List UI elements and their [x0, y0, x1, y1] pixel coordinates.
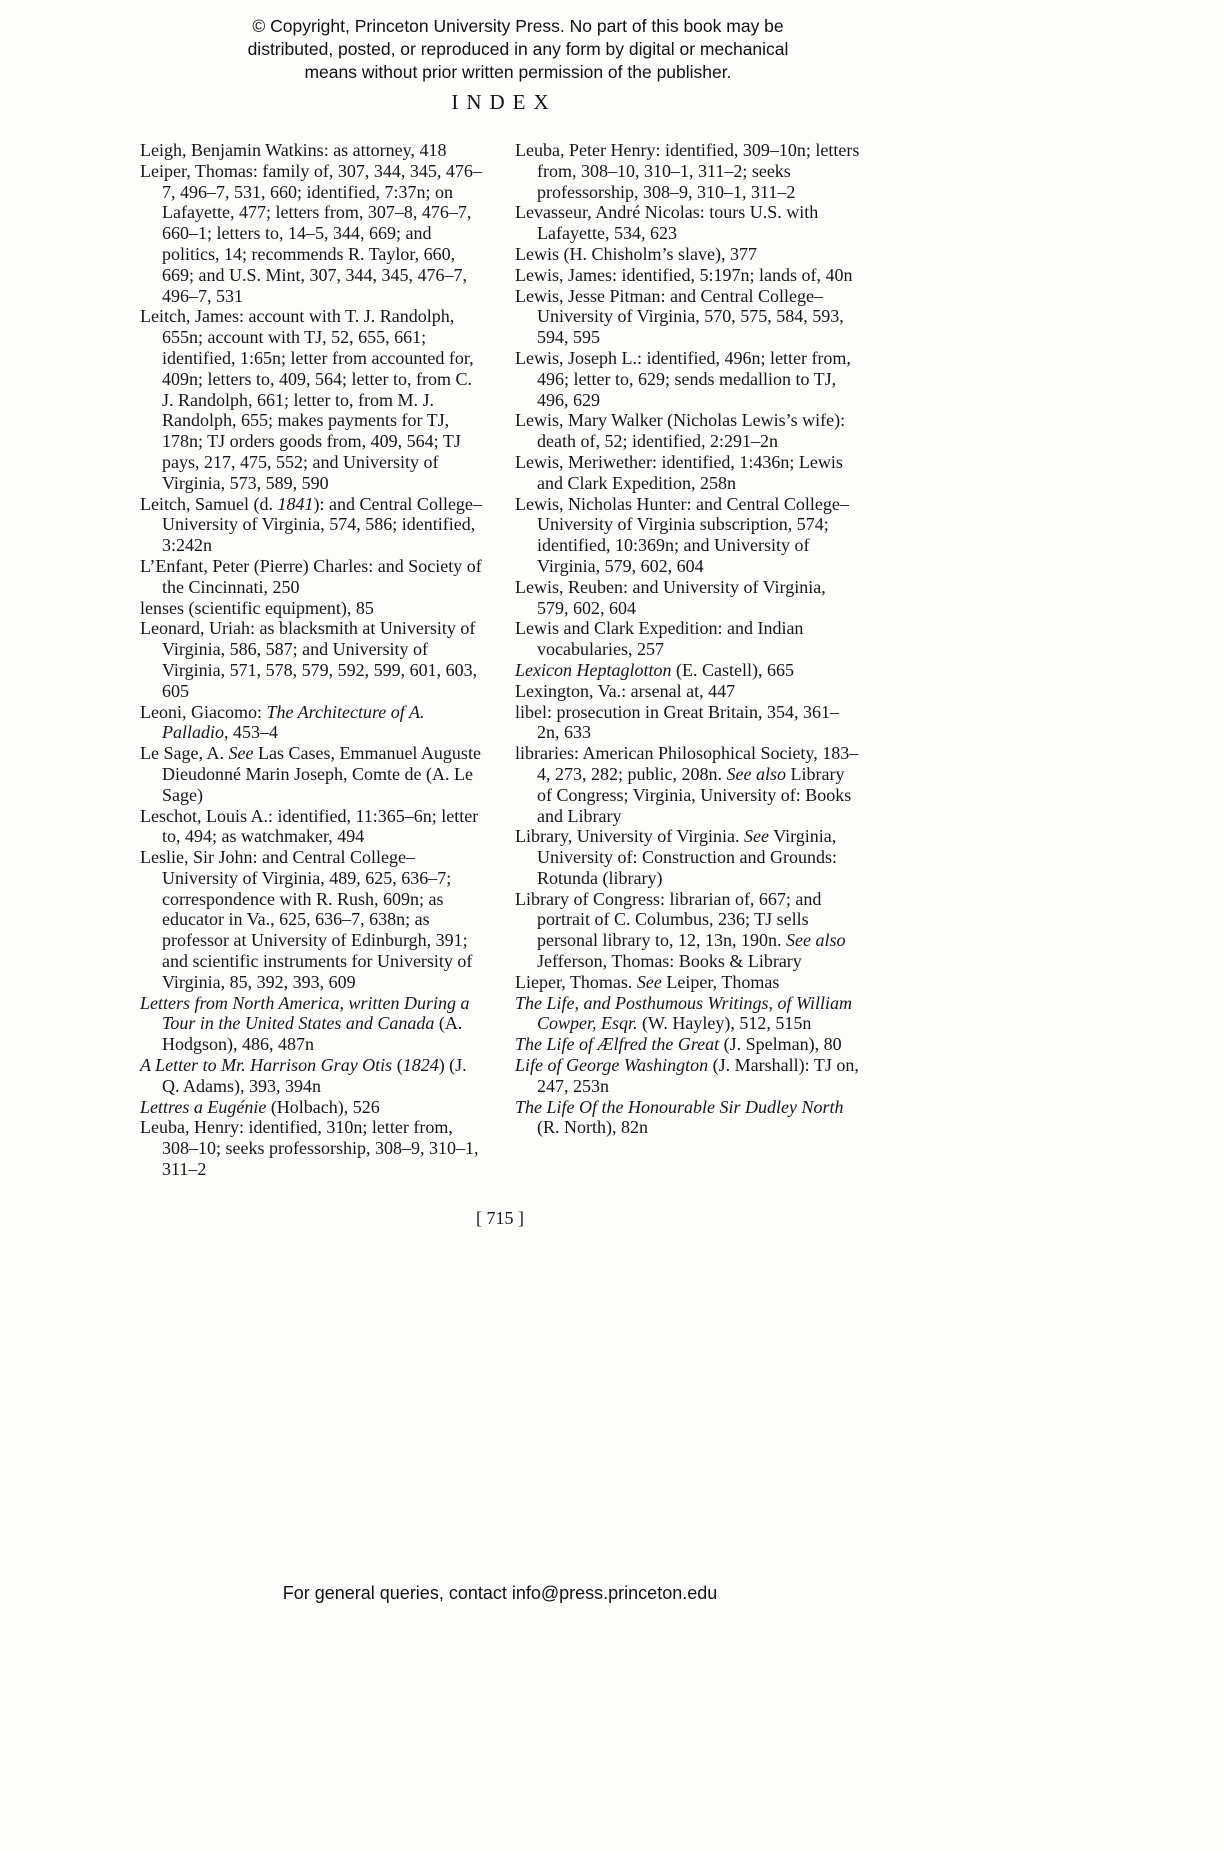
index-entry — [140, 618, 485, 701]
entry-text-segment: , 453–4 — [224, 722, 278, 743]
entry-text-segment: Leslie, Sir John: and Central College–University of Virginia, 489, 625, 636–7; correspondence with R. Rush, 609n; as educator in Va., 625, 636–7, 638n; as professor at University of Edinburgh, 391; and scientific instruments for University of Virginia, 85, 392, 393, 609 — [140, 847, 473, 992]
entry-text-segment: (J. Marshall): TJ on, 247, 253n — [537, 1055, 859, 1096]
entry-text-segment: 1841 — [277, 493, 314, 514]
entry-text-segment: Letters from North America, written During a Tour in the United States and Canada — [140, 992, 470, 1034]
entry-text-segment: 1824 — [402, 1055, 439, 1076]
index-entry — [140, 556, 485, 598]
entry-text-segment: Lewis, Nicholas Hunter: and Central College–University of Virginia subscription, 574; identified, 10:369n; and University of Virginia, 579, 602, 604 — [515, 493, 849, 576]
entry-text-segment: Leiper, Thomas — [661, 971, 780, 992]
copyright-notice: © Copyright, Princeton University Press. No part of this book may be distributed, posted, or reproduced in any form by digital or mechanical means without prior written permission of the publisher. — [247, 16, 789, 82]
entry-text-segment: See — [744, 826, 770, 847]
entry-text-segment: Lewis, Reuben: and University of Virginia, 579, 602, 604 — [515, 576, 826, 618]
entry-text-segment: Library of Congress: librarian of, 667; and portrait of C. Columbus, 236; TJ sells personal library to, 12, 13n, 190n. — [515, 888, 822, 951]
entry-text-segment: See — [636, 971, 662, 992]
entry-text-segment: The Life, and Posthumous Writings, of William Cowper, Esqr. — [515, 992, 853, 1034]
entry-text-segment: Virginia, University of: Construction and Grounds: Rotunda (library) — [537, 826, 837, 888]
entry-text-segment: A Letter to Mr. Harrison Gray Otis — [140, 1055, 393, 1076]
index-entry — [515, 244, 860, 265]
entry-text-segment: lenses (scientific equipment), 85 — [140, 597, 374, 618]
index-entry — [140, 306, 485, 493]
index-entry — [515, 265, 860, 286]
entry-text-segment: ( — [392, 1055, 403, 1076]
entry-text-segment: Lexicon Heptaglotton — [515, 659, 672, 680]
entry-text-segment: Library, University of Virginia. — [515, 826, 745, 847]
entry-text-segment: libraries: American Philosophical Society, 183–4, 273, 282; public, 208n. — [515, 743, 859, 784]
index-entry — [140, 494, 485, 556]
entry-text-segment: (W. Hayley), 512, 515n — [637, 1013, 812, 1034]
entry-text-segment: Lewis, Joseph L.: identified, 496n; letter from, 496; letter to, 629; sends medallion to TJ, 496, 629 — [515, 347, 851, 410]
entry-text-segment: ): and Central College–University of Virginia, 574, 586; identified, 3:242n — [162, 493, 482, 556]
entry-text-segment: (E. Castell), 665 — [671, 659, 794, 680]
index-entry — [515, 889, 860, 972]
index-entry — [515, 660, 860, 681]
entry-text-segment: L’Enfant, Peter (Pierre) Charles: and Society of the Cincinnati, 250 — [140, 555, 482, 597]
index-entry — [515, 993, 860, 1035]
index-entry — [515, 618, 860, 660]
index-entry — [515, 1097, 860, 1139]
content-block — [140, 90, 860, 1229]
index-entry — [515, 681, 860, 702]
entry-text-segment: Leonard, Uriah: as blacksmith at University of Virginia, 586, 587; and University of Virginia, 571, 578, 579, 592, 599, 601, 603, 605 — [140, 618, 478, 701]
index-entry — [140, 161, 485, 307]
index-entry — [140, 1055, 485, 1097]
index-entry — [140, 140, 485, 161]
entry-text-segment: Le Sage, A. — [140, 743, 229, 764]
entry-text-segment: Lieper, Thomas. — [515, 971, 637, 992]
entry-text-segment: ) (J. Q. Adams), 393, 394n — [162, 1055, 467, 1096]
entry-text-segment: See — [228, 743, 254, 764]
index-entry — [515, 410, 860, 452]
entry-text-segment: Lewis, Meriwether: identified, 1:436n; Lewis and Clark Expedition, 258n — [515, 451, 843, 493]
index-entry — [140, 743, 485, 805]
entry-text-segment: Leitch, Samuel (d. — [140, 493, 278, 514]
entry-text-segment: (A. Hodgson), 486, 487n — [162, 1013, 463, 1055]
index-entry — [140, 1097, 485, 1118]
index-entry — [515, 743, 860, 826]
index-entry — [515, 348, 860, 410]
entry-text-segment: See also — [785, 930, 846, 951]
index-entry — [140, 993, 485, 1055]
index-entry — [140, 806, 485, 848]
index-entry — [515, 452, 860, 494]
entry-text-segment: (Holbach), 526 — [266, 1096, 380, 1117]
entry-text-segment: Leigh, Benjamin Watkins: as attorney, 418 — [140, 140, 447, 160]
index-heading: INDEX — [451, 90, 557, 114]
index-entry — [140, 598, 485, 619]
entry-text-segment: (R. North), 82n — [537, 1117, 648, 1138]
entry-text-segment: The Architecture of A. Palladio — [162, 701, 425, 743]
entry-text-segment: Las Cases, Emmanuel Auguste Dieudonné Marin Joseph, Comte de (A. Le Sage) — [162, 743, 481, 805]
entry-text-segment: Life of George Washington — [515, 1055, 709, 1076]
entry-text-segment: Leuba, Peter Henry: identified, 309–10n; letters from, 308–10, 310–1, 311–2; seeks professorship, 308–9, 310–1, 311–2 — [515, 140, 860, 202]
entry-text-segment: The Life of Ælfred the Great — [515, 1034, 720, 1055]
entry-text-segment: Leitch, James: account with T. J. Randolph, 655n; account with TJ, 52, 655, 661; identified, 1:65n; letter from accounted for, 409n; letters to, 409, 564; letter to, from C. J. Randolph, 661; letter to, from M. J. Randolph, 655; makes payments for TJ, 178n; TJ orders goods from, 409, 564; TJ pays, 217, 475, 552; and University of Virginia, 573, 589, 590 — [140, 306, 474, 493]
index-entry — [140, 1117, 485, 1179]
index-column-left — [140, 140, 485, 1180]
entry-text-segment: See also — [726, 763, 786, 784]
index-entry — [515, 702, 860, 744]
index-entry — [140, 847, 485, 993]
entry-text-segment: Lewis, Jesse Pitman: and Central College–University of Virginia, 570, 575, 584, 593, 594, 595 — [515, 285, 844, 348]
index-entry — [515, 972, 860, 993]
entry-text-segment: Leschot, Louis A.: identified, 11:365–6n; letter to, 494; as watchmaker, 494 — [140, 805, 479, 847]
entry-text-segment: Leuba, Henry: identified, 310n; letter from, 308–10; seeks professorship, 308–9, 310–1, 311–2 — [140, 1117, 479, 1180]
entry-text-segment: Leoni, Giacomo: — [140, 701, 267, 722]
index-entry — [140, 702, 485, 744]
index-columns — [140, 140, 860, 1180]
index-entry — [515, 202, 860, 244]
footer-contact-line: For general queries, contact info@press.princeton.edu — [282, 1583, 718, 1603]
index-entry — [515, 494, 860, 577]
entry-text-segment: Lewis and Clark Expedition: and Indian vocabularies, 257 — [515, 618, 804, 660]
entry-text-segment: libel: prosecution in Great Britain, 354, 361–2n, 633 — [515, 701, 839, 743]
entry-text-segment: Lettres a Eugénie — [140, 1096, 267, 1117]
index-entry — [515, 826, 860, 888]
entry-text-segment: Lewis, Mary Walker (Nicholas Lewis’s wife): death of, 52; identified, 2:291–2n — [515, 410, 846, 452]
page-number: [ 715 ] — [476, 1207, 524, 1228]
index-entry — [515, 1055, 860, 1097]
entry-text-segment: Leiper, Thomas: family of, 307, 344, 345, 476–7, 496–7, 531, 660; identified, 7:37n; on Lafayette, 477; letters from, 307–8, 476–7, 660–1; letters to, 14–5, 344, 669; and politics, 14; recommends R. Taylor, 660, 669; and U.S. Mint, 307, 344, 345, 476–7, 496–7, 531 — [140, 160, 482, 306]
index-entry — [515, 1034, 860, 1055]
entry-text-segment: (J. Spelman), 80 — [719, 1034, 842, 1055]
entry-text-segment: Library of Congress; Virginia, University of: Books and Library — [537, 763, 852, 826]
entry-text-segment: The Life Of the Honourable Sir Dudley North — [515, 1096, 844, 1117]
entry-text-segment: Lewis, James: identified, 5:197n; lands of, 40n — [515, 264, 853, 285]
index-entry — [515, 577, 860, 619]
entry-text-segment: Levasseur, André Nicolas: tours U.S. with Lafayette, 534, 623 — [515, 202, 819, 244]
entry-text-segment: Lewis (H. Chisholm’s slave), 377 — [515, 243, 757, 264]
index-column-right — [515, 140, 860, 1138]
entry-text-segment: Jefferson, Thomas: Books & Library — [537, 951, 802, 972]
index-entry — [515, 286, 860, 348]
entry-text-segment: Lexington, Va.: arsenal at, 447 — [515, 680, 736, 701]
index-entry — [515, 140, 860, 202]
